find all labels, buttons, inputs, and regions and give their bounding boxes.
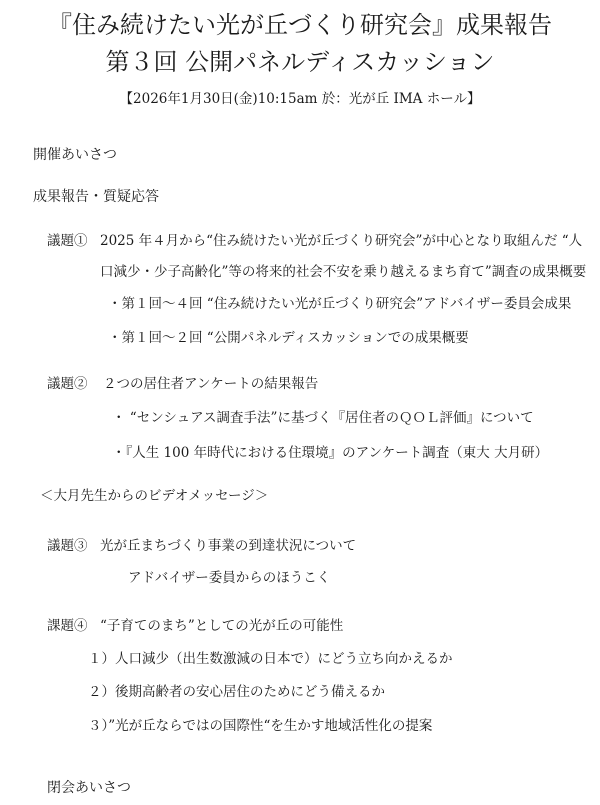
topic1-line1: 2025 年４月から“住み続けたい光が丘づくり研究会”が中心となり取組んだ “人 xyxy=(100,233,583,249)
topic4-text: “子育てのまち”としての光が丘の可能性 xyxy=(100,618,344,634)
topic3-sub: アドバイザー委員からのほうこく xyxy=(128,570,331,586)
topic4-label: 課題④ xyxy=(47,618,88,634)
document-title: 『住み続けたい光が丘づくり研究会』成果報告 xyxy=(48,11,552,39)
topic2-text: ２つの居住者アンケートの結果報告 xyxy=(103,376,319,392)
topic2-bullet: ・『人生 100 年時代における住環境』のアンケート調査（東大 大月研） xyxy=(112,445,549,461)
topic3-text: 光が丘まちづくり事業の到達状況について xyxy=(100,538,357,554)
topic4-item: ２）後期高齢者の安心居住のためにどう備えるか xyxy=(88,684,385,700)
section-heading: 成果報告・質疑応答 xyxy=(33,189,159,205)
closing-heading: 閉会あいさつ xyxy=(47,780,131,796)
topic2-label: 議題② xyxy=(47,376,88,392)
document-subtitle: 第３回 公開パネルディスカッション xyxy=(105,48,495,76)
topic4-item: １）人口減少（出生数激減の日本で）にどう立ち向かえるか xyxy=(88,651,453,667)
topic4-item: ３）”光が丘ならではの国際性“を生かす地域活性化の提案 xyxy=(88,718,433,734)
topic3-label: 議題③ xyxy=(47,538,88,554)
topic1-bullet: ・第１回～４回 “住み続けたい光が丘づくり研究会”アドバイザー委員会成果 xyxy=(108,296,572,312)
video-message: ＜大月先生からのビデオメッセージ＞ xyxy=(40,488,269,504)
topic1-label: 議題① xyxy=(47,233,88,249)
date-venue: 【2026年1月30日(金)10:15am 於：光が丘 IMA ホール】 xyxy=(119,91,481,107)
topic2-bullet: ・ “センシュアス調査手法”に基づく『居住者のＱＯＬ評価』について xyxy=(112,410,534,426)
opening-heading: 開催あいさつ xyxy=(33,147,117,163)
topic1-bullet: ・第１回～２回 “公開パネルディスカッションでの成果概要 xyxy=(108,330,469,346)
topic1-line2: 口減少・少子高齢化”等の将来的社会不安を乗り越えるまち育て”調査の成果概要 xyxy=(100,264,587,280)
